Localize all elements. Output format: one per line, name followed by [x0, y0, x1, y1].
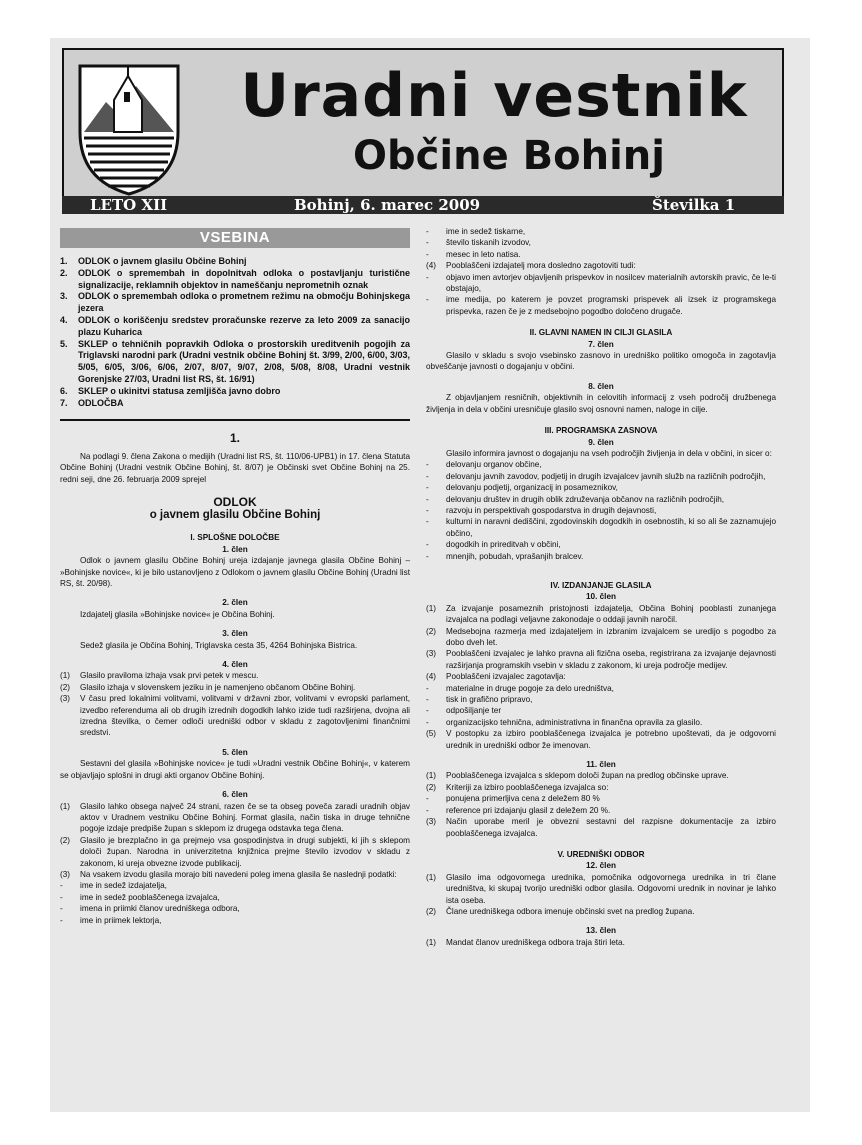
list-item: (2) Glasilo izhaja v slovenskem jeziku in je namenjeno občanom Občine Bohinj.	[60, 682, 356, 692]
list-item: - objavo imen avtorjev objavljenih prispevkov in nosilcev materialnih avtorskih pravic, če le-ti obstajajo,	[426, 272, 776, 294]
chapter-heading: II. GLAVNI NAMEN IN CILJI GLASILA	[529, 328, 673, 338]
article-text: Z objavljanjem resničnih, objektivnih in celovitih informacij z vseh področij družbenega življenja in dela v občini uresničuje glasilo svoj osnovni namen, naloge in cilje.	[426, 393, 776, 414]
list-item: - odpošiljanje ter	[426, 706, 502, 716]
list-item: - razvoju in perspektivah gospodarstva in drugih dejavnosti,	[426, 505, 657, 515]
list-item: (2) Člane uredniškega odbora imenuje občinski svet na predlog župana.	[426, 906, 695, 916]
list-item: - tisk in grafično pripravo,	[426, 695, 533, 705]
list-item: - delovanju organov občine,	[426, 460, 542, 470]
list-item: (1) Glasilo lahko obsega največ 24 strani, razen če se ta obseg poveča zaradi uradnih objav aktov v Uradnem vestniku Občine Bohinj. Format glasila, način tiska in druge tehnične pogoje izdaje predpiše župan s sklepom iz drugega odstavka tega člena.	[60, 801, 410, 834]
section-number: 1.	[229, 431, 240, 446]
list-item: - delovanju društev in drugih oblik združevanja občanov na različnih področjih,	[426, 494, 725, 504]
toc-item[interactable]: 5. SKLEP o tehničnih popravkih Odloka o prostorskih ureditvenih pogojih za Triglavski narodni park (Uradni vestnik občine Bohinj št. 3/99, 2/00, 6/00, 3/03, 5/05, 6/05, 3/06, 6/06, 2/07, 8/07, 9/07, 2/08, 5/08, 8/08, Uradni vestnik Gorenjske 27/03, Uradni list RS, št. 16/91)	[60, 338, 410, 384]
list-item: - organizacijsko tehnična, administrativna in finančna opravila za glasilo.	[426, 717, 703, 727]
article-heading: 12. člen	[585, 861, 617, 871]
article-text: Odlok o javnem glasilu Občine Bohinj ureja izdajanje javnega glasila Občine Bohinj – »Bohinjske novice«, ki je bilo ustanovljeno z Odlokom o javnem glasilu Občine Bohinj (Uradni list RS, št. 20/98).	[60, 556, 410, 589]
list-item: - delovanju podjetij, organizacij in posameznikov,	[426, 483, 618, 493]
list-item: - ime in sedež pooblaščenega izvajalca,	[60, 892, 220, 902]
chapter-heading: III. PROGRAMSKA ZASNOVA	[544, 426, 658, 436]
list-item: (1) Glasilo ima odgovornega urednika, pomočnika odgovornega urednika in tri člane uredništva, ki skupaj tvorijo uredniški odbor glasila. Odgovorni urednik in novinar je lahko ista oseba.	[426, 872, 776, 905]
section-divider	[60, 419, 410, 421]
list-item: - materialne in druge pogoje za delo uredništva,	[426, 683, 614, 693]
list-item: - ime in sedež tiskarne,	[426, 227, 526, 236]
odlok-subtitle: o javnem glasilu Občine Bohinj	[149, 509, 321, 522]
coat-of-arms-icon	[76, 62, 182, 198]
list-item: (3) Način uporabe meril je obvezni sestavni del razpisne dokumentacije za izbiro pooblaščenega izvajalca.	[426, 817, 776, 838]
list-item: - število tiskanih izvodov,	[426, 238, 531, 248]
list-item: - reference pri izdajanju glasil z deležem 20 %.	[426, 805, 611, 815]
list-item: - ime medija, po katerem je povzet programski prispevek ali izsek iz programskega prispevka, razen če je z medsebojno pogodbo določeno drugače.	[426, 295, 776, 316]
list-item: (3) Pooblaščeni izvajalec je lahko pravna ali fizična oseba, registrirana za izvajanje dejavnosti razširjanja programskih vsebin v skladu z zakonom, ki ureja področje medijev.	[426, 649, 776, 670]
list-item: (2) Kriteriji za izbiro pooblaščenega izvajalca so:	[426, 782, 609, 792]
article-heading: 11. člen	[586, 760, 616, 770]
list-item: - ime in priimek lektorja,	[60, 915, 162, 925]
chapter-heading: I. SPLOŠNE DOLOČBE	[190, 533, 280, 543]
article-heading: 13. člen	[585, 926, 617, 936]
list-item: (1) Mandat članov uredniškega odbora traja štiri leta.	[426, 937, 625, 947]
article-text: Sedež glasila je Občina Bohinj, Triglavska cesta 35, 4264 Bohinjska Bistrica.	[80, 640, 358, 650]
toc-item[interactable]: 3. ODLOK o spremembah odloka o prometnem režimu na območju Bohinjskega jezera	[60, 291, 410, 314]
list-item: (1) Pooblaščenega izvajalca s sklepom določi župan na predlog občinske uprave.	[426, 771, 729, 781]
article-heading: 8. člen	[588, 381, 614, 391]
list-item: - dogodkih in prireditvah v občini,	[426, 540, 561, 550]
right-column	[426, 226, 776, 948]
list-item: (1) Za izvajanje posameznih pristojnosti izdajatelja, Občina Bohinj pooblasti zunanjega izvajalca na podlagi veljavne zakonodaje o oddaji javnih naročil.	[426, 603, 776, 625]
list-item: (5) V postopku za izbiro pooblaščenega izvajalca je potrebno upoštevati, da je odgovorni urednik in uredniški odbor že imenovan.	[426, 729, 776, 750]
article-text: Izdajatelj glasila »Bohinjske novice« je Občina Bohinj.	[80, 609, 275, 619]
list-item: - ponujena primerljiva cena z deležem 80 %	[426, 794, 600, 804]
article-heading: 7. člen	[588, 339, 614, 349]
list-item: (4) Pooblaščeni izdajatelj mora dosledno zagotoviti tudi:	[426, 261, 636, 271]
article-heading: 4. člen	[222, 660, 248, 670]
article-text: Sestavni del glasila »Bohinjske novice« je tudi »Uradni vestnik Občine Bohinj«, v katerem se objavljajo splošni in drugi akti organov Občine Bohinj.	[60, 759, 410, 780]
odlok-title: ODLOK	[213, 494, 257, 509]
list-item: - kulturni in naravni dediščini, zgodovinskih dogodkih in osebnostih, ki so ali še zaznamujejo občino,	[426, 517, 776, 538]
list-item: - ime in sedež izdajatelja,	[60, 881, 167, 891]
chapter-heading: IV. IZDANJANJE GLASILA	[550, 580, 652, 590]
intro-paragraph: Na podlagi 9. člena Zakona o medijih (Uradni list RS, št. 110/06-UPB1) in 17. člena Statuta Občine Bohinj (Uradni vestnik Občine Bohinj, št. 8/07) je Občinski svet Občine Bohinj na 25. redni seji, dne 26. februarja 2009 sprejel	[60, 451, 410, 484]
toc-item[interactable]: 1. ODLOK o javnem glasilu Občine Bohinj	[60, 256, 247, 266]
list-item: - mnenjih, pobudah, vprašanjih bralcev.	[426, 551, 584, 561]
article-text: Glasilo v skladu s svojo vsebinsko zasnovo in uredniško politiko omogoča in zagotavlja obveščanje javnosti o dogajanju v občini.	[426, 351, 776, 372]
article-heading: 2. člen	[222, 598, 248, 608]
masthead	[62, 48, 784, 214]
toc-item[interactable]: 6. SKLEP o ukinitvi statusa zemljišča javno dobro	[60, 385, 281, 396]
newspaper-title: Uradni vestnik	[240, 61, 748, 131]
article-heading: 1. člen	[222, 544, 248, 554]
article-heading: 6. člen	[222, 790, 248, 800]
article-heading: 5. člen	[222, 747, 248, 757]
list-item: - imena in priimki članov uredniškega odbora,	[60, 904, 240, 914]
chapter-heading: V. UREDNIŠKI ODBOR	[557, 849, 645, 859]
issue-date: Bohinj, 6. marec 2009	[294, 196, 481, 214]
list-item: (2) Medsebojna razmerja med izdajateljem in izbranim izvajalcem se uredijo s pogodbo za dobo dveh let.	[426, 626, 776, 647]
toc-item[interactable]: 7. ODLOČBA	[60, 397, 124, 408]
issue-info-bar	[62, 196, 784, 214]
list-item: (1) Glasilo praviloma izhaja vsak prvi petek v mescu.	[60, 671, 259, 681]
toc-item[interactable]: 4. ODLOK o koriščenju sredstev proračunske rezerve za leto 2009 za sanacijo plazu Kuharica	[60, 314, 410, 337]
list-item: (3) V času pred lokalnimi volitvami, volitvami v državni zbor, volitvami v evropski parlament, izvedbo referenduma ali ob drugih izrednih dogodkih lahko izide tudi razširjena, dvojna ali izredna številka, o čemer odloči uredniški odbor v skladu z zagotovljenimi finančnimi sredstvi.	[60, 694, 410, 738]
article-heading: 10. člen	[585, 592, 617, 602]
list-item: (4) Pooblaščeni izvajalec zagotavlja:	[426, 672, 566, 682]
article-heading: 9. člen	[588, 437, 614, 447]
table-of-contents	[60, 256, 410, 409]
left-column	[60, 228, 410, 926]
list-item: - delovanju javnih zavodov, podjetij in drugih izvajalcev javnih služb na različnih področjih,	[426, 471, 766, 481]
article-heading: 3. člen	[222, 629, 248, 639]
newspaper-subtitle: Občine Bohinj	[353, 133, 665, 179]
list-item: (3) Na vsakem izvodu glasila morajo biti navedeni poleg imena glasila še naslednji podatki:	[60, 869, 397, 879]
list-item: - mesec in leto natisa.	[426, 249, 521, 259]
toc-heading: VSEBINA	[60, 228, 410, 248]
list-item: (2) Glasilo je brezplačno in ga prejmejo vsa gospodinjstva in drugi subjekti, ki jih s sklepom določi župan. Narodna in univerzitetna knjižnica prejme število izvodov v skladu z zakonom, ki ureja obvezne izvode publikacij.	[60, 835, 410, 868]
issue-number: Številka 1	[652, 196, 736, 214]
year-label: LETO XII	[90, 196, 168, 214]
toc-item[interactable]: 2. ODLOK o spremembah in dopolnitvah odloka o postavljanju turistične signalizacije, reklamnih objektov in nameščanju neprometnih oznak	[60, 267, 410, 290]
article-text: Glasilo informira javnost o dogajanju na vseh področjih življenja in dela v občini, in sicer o:	[446, 448, 772, 458]
